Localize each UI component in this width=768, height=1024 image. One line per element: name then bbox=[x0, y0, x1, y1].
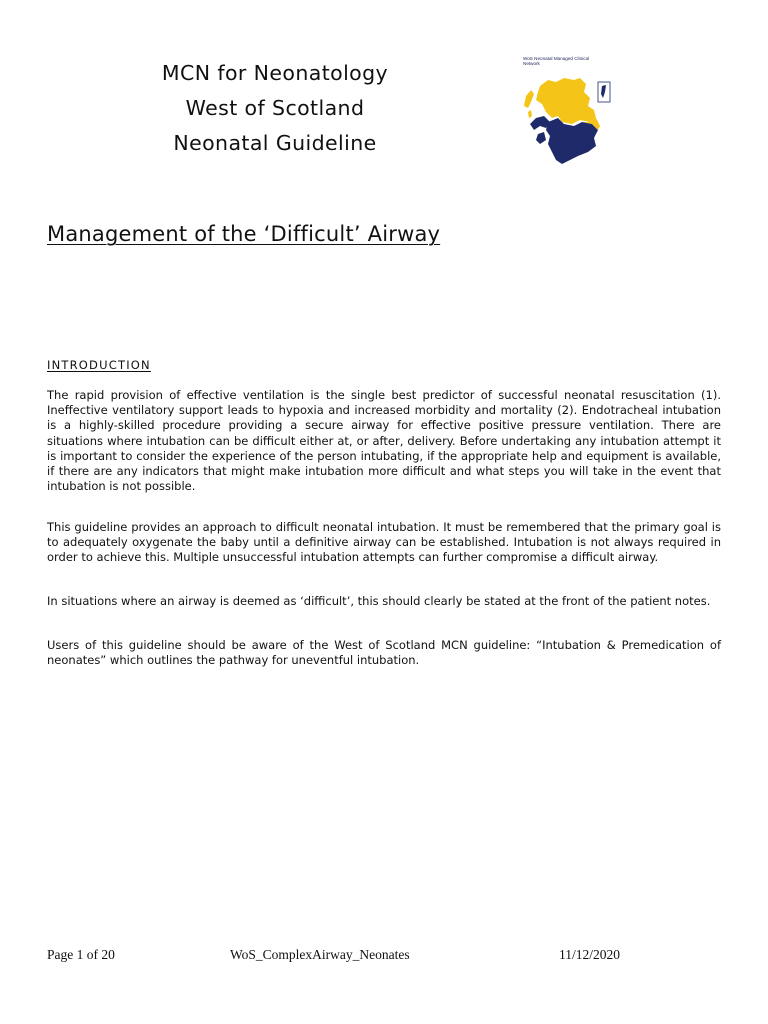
paragraph-4: Users of this guideline should be aware of the West of Scotland MCN guideline: “Intubation & Premedication of neonates” which outlines the pathway for uneventful intubation. bbox=[47, 638, 721, 668]
page-footer bbox=[0, 947, 768, 967]
network-logo bbox=[518, 56, 620, 170]
scotland-map-icon bbox=[518, 56, 620, 170]
footer-date: 11/12/2020 bbox=[559, 947, 621, 962]
logo-caption: WoS Neonatal Managed Clinical Network bbox=[523, 56, 590, 67]
guideline-header bbox=[100, 56, 450, 161]
paragraph-2: This guideline provides an approach to difficult neonatal intubation. It must be remembered that the primary goal is to adequately oxygenate the baby until a definitive airway can be established. Intubation is not always required in order to achieve this. Multiple unsuccessful intubation attempts can further compromise a difficult airway. bbox=[47, 520, 721, 565]
document-title: Management of the ‘Difficult’ Airway bbox=[47, 222, 441, 246]
footer-document-id: WoS_ComplexAirway_Neonates bbox=[230, 947, 410, 962]
header-line-1: MCN for Neonatology bbox=[161, 61, 389, 85]
section-heading-introduction: INTRODUCTION bbox=[47, 358, 151, 372]
paragraph-1: The rapid provision of effective ventilation is the single best predictor of successful neonatal resuscitation (1). Ineffective ventilatory support leads to hypoxia and increased morbidity and mortality (2). Endotracheal intubation is a highly-skilled procedure providing a secure airway for effective positive pressure ventilation. There are situations where intubation can be difficult either at, or after, delivery. Before undertaking any intubation attempt it is important to consider the experience of the person intubating, if the appropriate help and equipment is available, if there are any indicators that might make intubation more difficult and what steps you will take in the event that intubation is not possible. bbox=[47, 388, 721, 494]
footer-page-number: Page 1 of 20 bbox=[47, 947, 115, 962]
header-line-2: West of Scotland bbox=[185, 96, 365, 120]
paragraph-3: In situations where an airway is deemed as ‘difficult’, this should clearly be stated at the front of the patient notes. bbox=[47, 594, 711, 608]
header-line-3: Neonatal Guideline bbox=[173, 131, 377, 155]
